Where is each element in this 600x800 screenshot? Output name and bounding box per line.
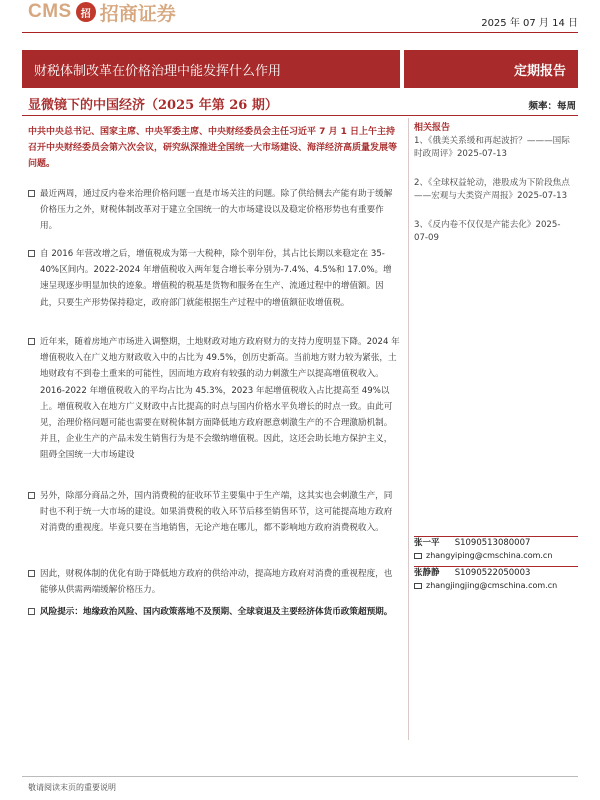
envelope-icon [414, 583, 422, 589]
analyst-cert: S1090522050003 [454, 568, 531, 578]
analyst-email[interactable]: zhangjingjing@cmschina.com.cn [426, 581, 558, 590]
paragraph-text: 因此，财税体制的优化有助于降低地方政府的供给冲动，提高地方政府对消费的重视程度，也能够从供需两端缓解价格压力。 [40, 569, 393, 596]
logo-company-name: 招商证券 [99, 2, 176, 25]
related-report-link[interactable]: 1、《俄美关系缓和再起波折？———国际时政周评》2025-07-13 [414, 136, 570, 159]
analyst-row [414, 566, 584, 578]
paragraph-text: 自 2016 年营改增之后，增值税成为第一大税种，除个别年份，其占比长期以来稳定在 35-40%区间内。2022-2024 年增值税收入两年复合增长率分别为-7.4%、4.5%和 17.0%。增速呈现逐步明显加快的迹象。增值税的税基是货物和服务在生产、流通过程中的增值额。因此，只要生产形势保持稳定，政府部门就能根据生产过程中的增值额征收增值税。 [40, 249, 392, 308]
series-subtitle: 显微镜下的中国经济（2025 年第 26 期） [28, 98, 278, 113]
analyst-name: 张一平 [414, 538, 440, 548]
related-report-link[interactable]: 2、《全球权益轮动，港股成为下阶段焦点——宏观与大类资产周报》2025-07-13 [414, 178, 570, 201]
analyst-row [414, 536, 584, 548]
analyst-email[interactable]: zhangyiping@cmschina.com.cn [426, 551, 553, 560]
related-report-link[interactable]: 3、《反内卷不仅仅是产能去化》2025-07-09 [414, 220, 561, 243]
subtitle-divider [22, 115, 578, 116]
analyst-name: 张静静 [414, 568, 440, 578]
bullet-icon [28, 190, 35, 197]
title-banner: 财税体制改革在价格治理中能发挥什么作用 [22, 50, 400, 88]
header-divider [22, 32, 578, 33]
paragraph [28, 186, 400, 235]
paragraph [28, 246, 400, 311]
paragraph-text: 最近两周，通过反内卷来治理价格问题一直是市场关注的问题。除了供给侧去产能有助于缓解价格压力之外，财税体制改革对于建立全国统一的大市场建设以及稳定价格形势也有重要作用。 [40, 189, 393, 232]
paragraph-text: 近年来，随着房地产市场进入调整期，土地财政对地方政府财力的支持力度明显下降。2024 年增值税收入在广义地方财政收入中的占比为 49.5%，创历史新高。当前地方财力较为紧张，土地财政有不到卷土重来的可能性，因而地方政府有较强的动力刺激生产以提高增值税收入。2016-2022 年增值税收入的平均占比为 45.3%，2023 年起增值税收入占比提高至 49%以上。增值税收入在地方广义财政中占比提高的时点与国内价格水平负增长的时点一致。由此可见，治理价格问题可能也需要在财税体制方面降低地方政府愿意刺激生产的不合理激励机制。并且，企业生产的产品未发生销售行为是不会缴纳增值税。因此，这还会助长地方保护主义，阻碍全国统一大市场建设 [40, 337, 400, 461]
lead-summary: 中共中央总书记、国家主席、中央军委主席、中央财经委员会主任习近平 7 月 1 日上午主持召开中央财经委员会第六次会议，研究纵深推进全国统一大市场建设、海洋经济高质量发展等问题。 [28, 127, 398, 169]
analyst-email-row[interactable] [414, 581, 557, 590]
footer-divider [22, 776, 578, 777]
footer-note: 敬请阅读末页的重要说明 [28, 783, 116, 792]
logo-cms-text: CMS [28, 1, 72, 22]
paragraph [28, 488, 400, 537]
bullet-icon [28, 570, 35, 577]
report-type-banner: 定期报告 [404, 50, 578, 88]
bullet-icon [28, 608, 35, 615]
paragraph-text: 另外，除部分商品之外，国内消费税的征收环节主要集中于生产端，这其实也会刺激生产，同时也不利于统一大市场的建设。如果消费税的收入环节后移至销售环节，这可能提高地方政府对消费的重视度。毕竟只要在当地销售，无论产地在哪儿，都不影响地方政府消费税收入。 [40, 491, 393, 534]
frequency-label: 频率：每周 [528, 101, 576, 112]
envelope-icon [414, 553, 422, 559]
bullet-icon [28, 492, 35, 499]
report-date: 2025 年 07 月 14 日 [481, 18, 578, 29]
paragraph [28, 566, 400, 598]
bullet-icon [28, 338, 35, 345]
analyst-cert: S1090513080007 [454, 538, 531, 548]
related-reports-title: 相关报告 [414, 123, 451, 133]
logo-badge-icon: 招 [76, 2, 96, 22]
paragraph [28, 334, 400, 464]
risk-text: 风险提示：地缘政治风险、国内政策落地不及预期、全球衰退及主要经济体货币政策超预期。 [40, 607, 393, 617]
risk-warning [28, 604, 400, 620]
bullet-icon [28, 250, 35, 257]
logo [28, 0, 176, 24]
analyst-email-row[interactable] [414, 551, 552, 560]
column-divider [408, 118, 409, 740]
